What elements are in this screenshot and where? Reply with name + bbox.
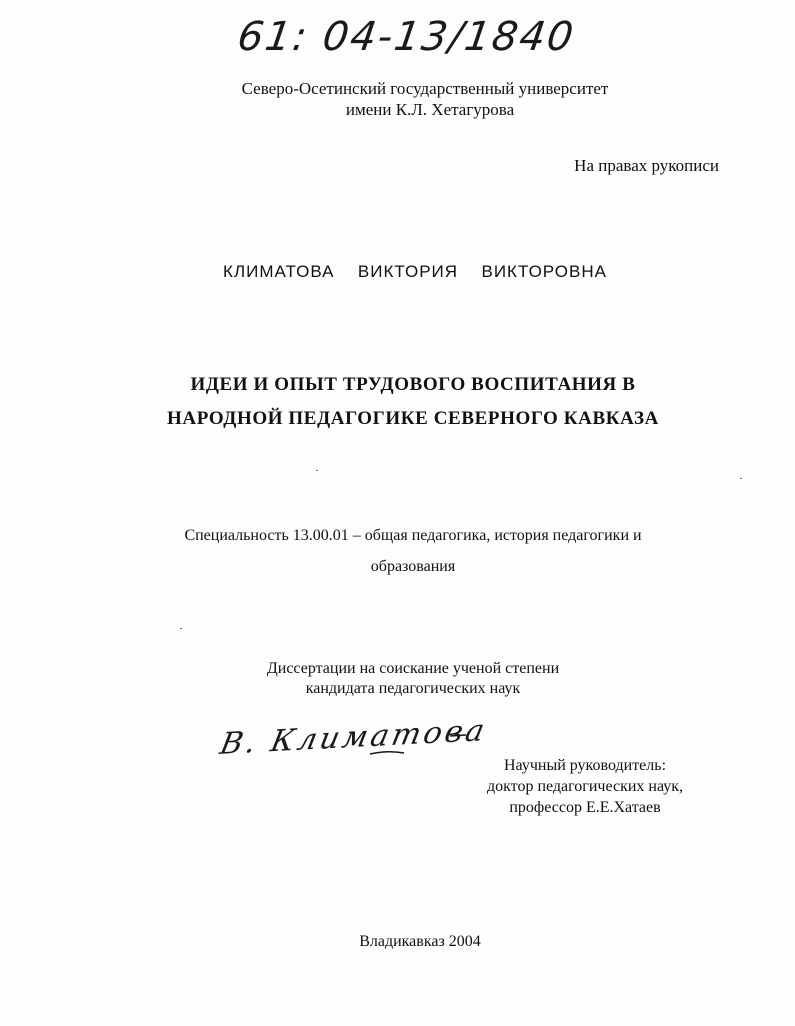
- scan-speck: [180, 628, 182, 629]
- archive-code-handwritten: 61: 04-13/1840: [234, 14, 578, 60]
- university-block: [40, 78, 795, 120]
- manuscript-rights-note: На правах рукописи: [574, 156, 719, 175]
- specialty-line-1: Специальность 13.00.01 – общая педагогика, история педагогики и: [184, 527, 642, 544]
- title-line-2: НАРОДНОЙ ПЕДАГОГИКЕ СЕВЕРНОГО КАВКАЗА: [167, 408, 659, 429]
- degree-line-1: Диссертации на соискание ученой степени: [266, 660, 560, 677]
- supervisor-block: [450, 755, 720, 818]
- specialty-line-2: образования: [370, 558, 456, 575]
- title-line-1: ИДЕИ И ОПЫТ ТРУДОВОГО ВОСПИТАНИЯ В: [190, 374, 636, 395]
- supervisor-name: профессор Е.Е.Хатаев: [509, 799, 661, 816]
- author-signature: [217, 713, 491, 774]
- university-named-after: имени К.Л. Хетагурова: [345, 100, 515, 119]
- supervisor-degree: доктор педагогических наук,: [486, 778, 684, 795]
- dissertation-title: [28, 368, 795, 436]
- scan-speck: [316, 470, 318, 471]
- university-name: Северо-Осетинский государственный университет: [241, 79, 609, 98]
- degree-block: [28, 659, 795, 699]
- scan-speck: [740, 478, 742, 479]
- degree-line-2: кандидата педагогических наук: [305, 680, 521, 697]
- author-name: КЛИМАТОВА ВИКТОРИЯ ВИКТОРОВНА: [223, 262, 607, 281]
- specialty-block: [28, 520, 795, 582]
- signature-handwriting: В. Климатова: [217, 713, 491, 762]
- supervisor-label: Научный руководитель:: [503, 757, 667, 774]
- city-year: Владикавказ 2004: [359, 933, 481, 950]
- signature-strokes-icon: [218, 714, 478, 774]
